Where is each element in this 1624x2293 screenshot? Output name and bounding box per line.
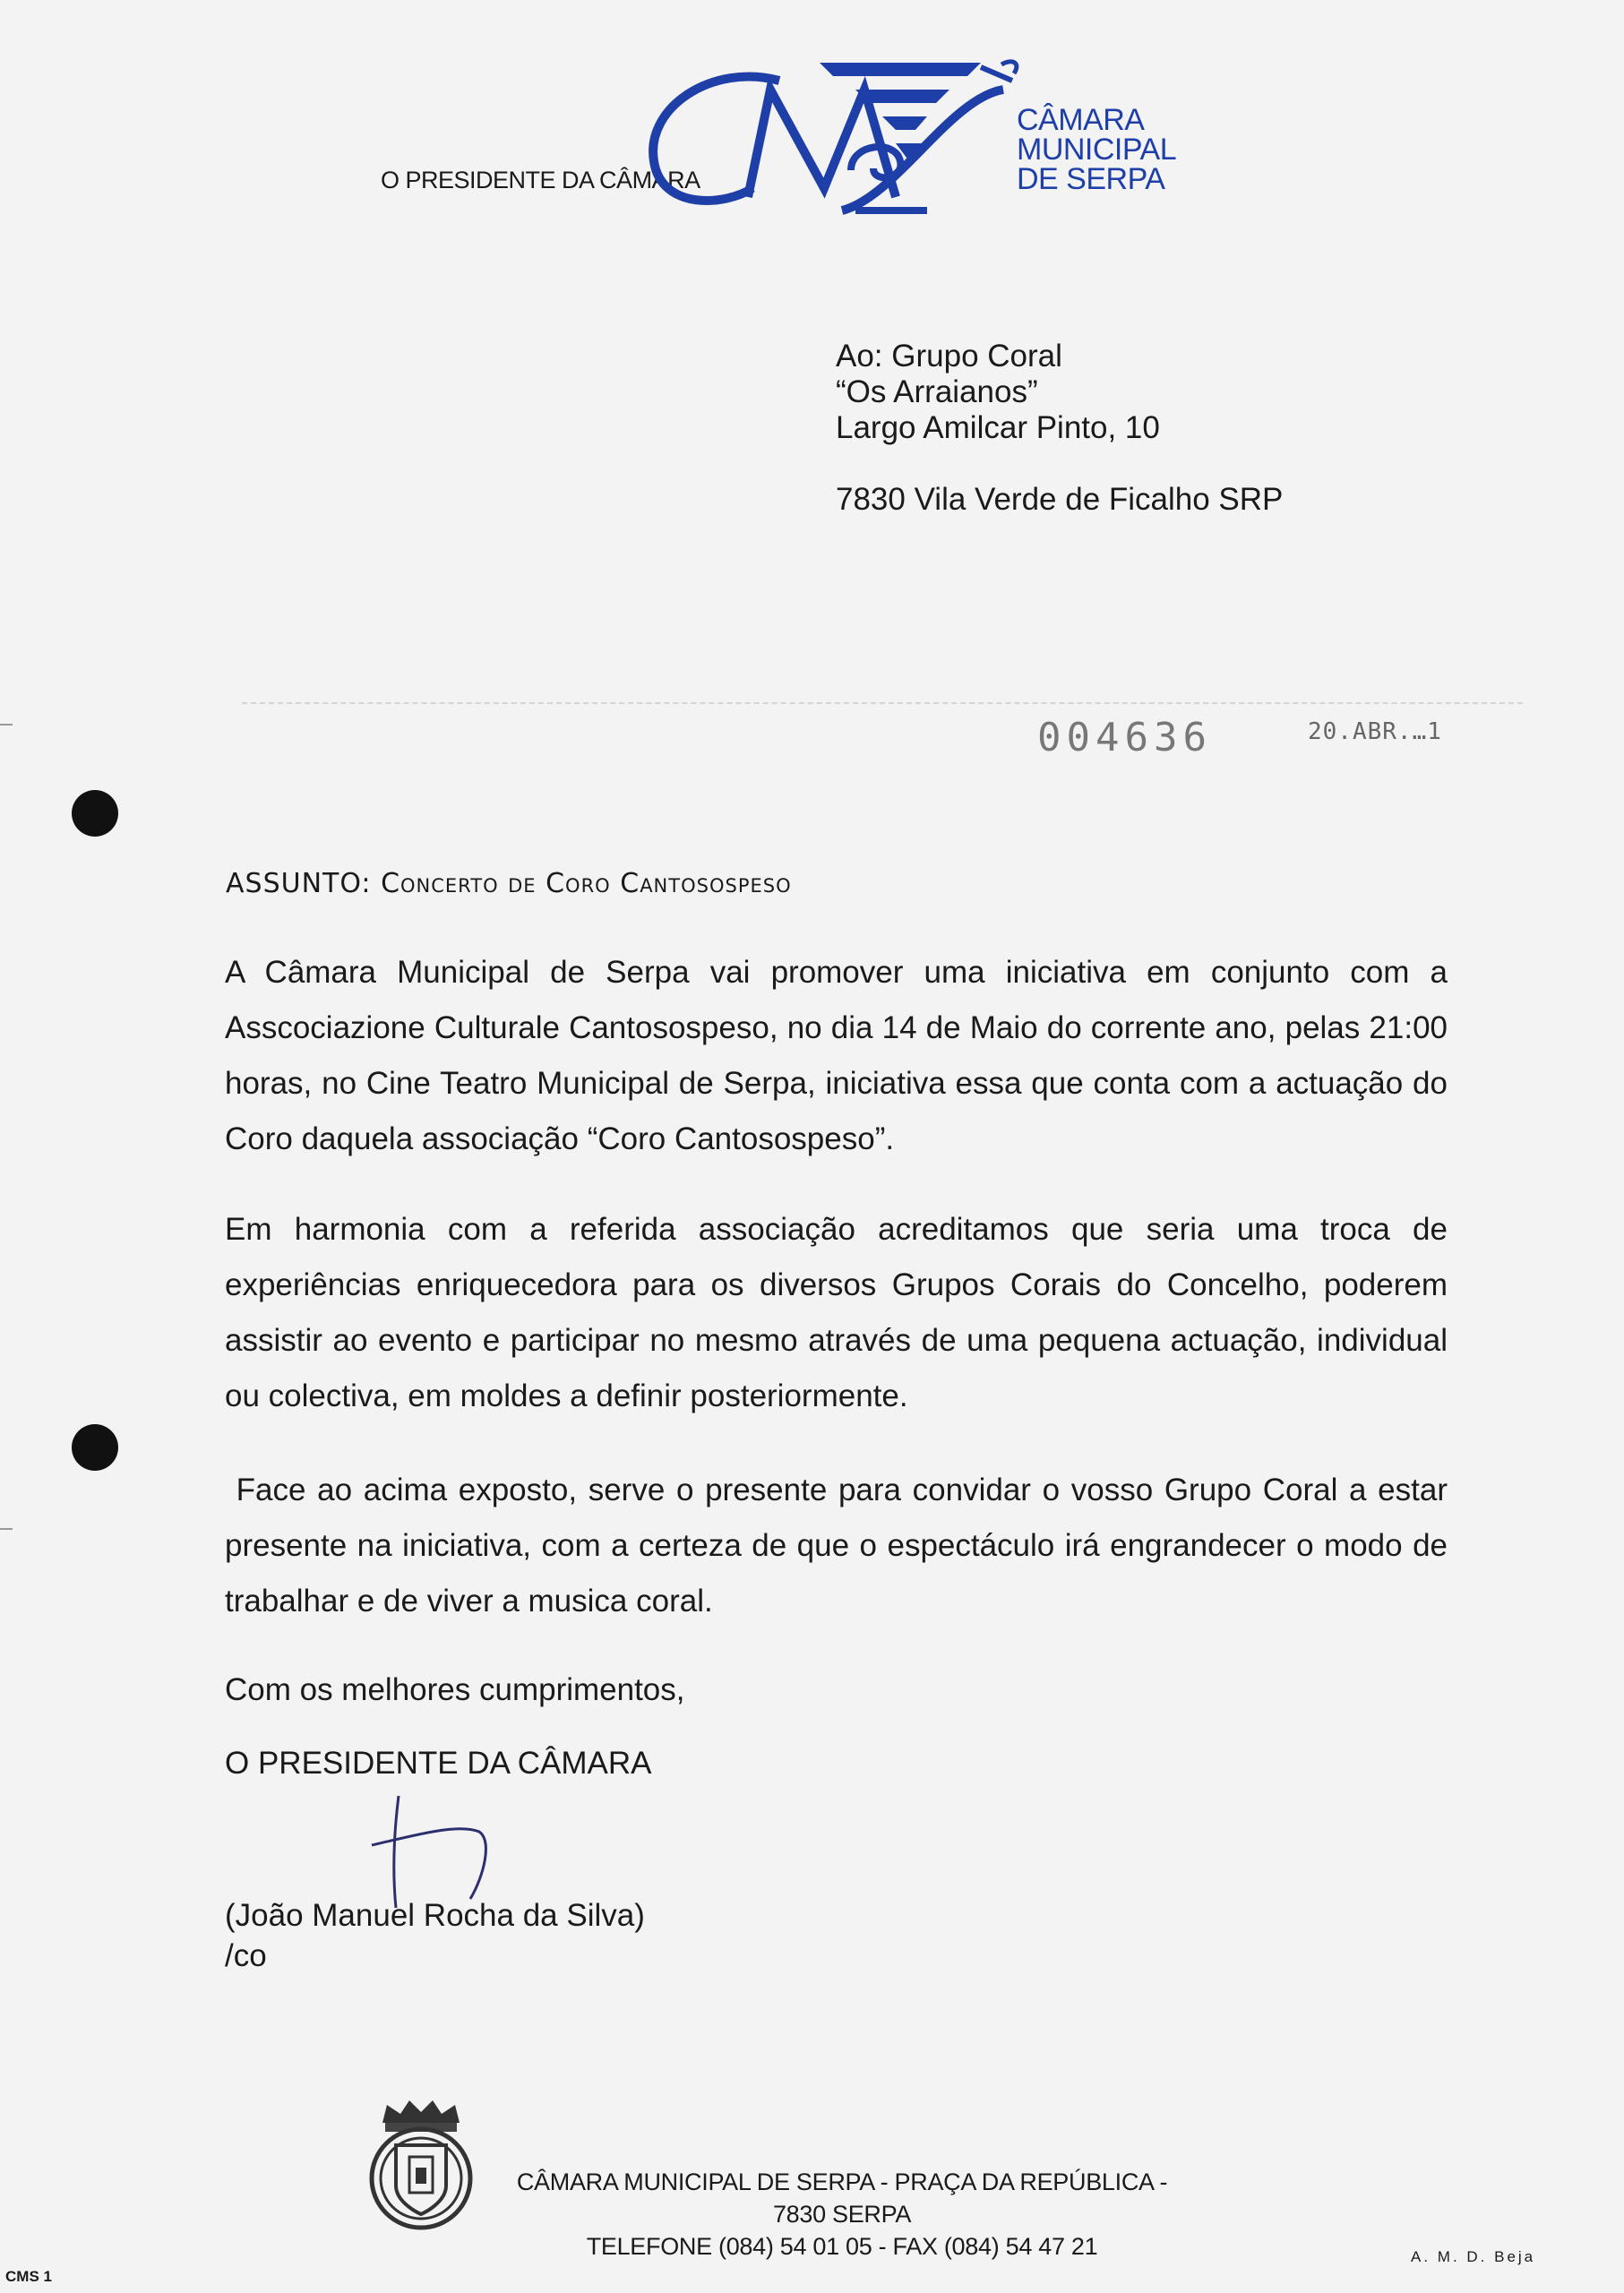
recipient-line-3: Largo Amilcar Pinto, 10 bbox=[836, 410, 1160, 445]
form-code: CMS 1 bbox=[5, 2268, 52, 2285]
registry-date-stamp: 20.ABR.…1 bbox=[1308, 718, 1442, 745]
margin-mark bbox=[0, 1528, 13, 1530]
logo-line-3: DE SERPA bbox=[1017, 162, 1165, 196]
recipient-address bbox=[836, 339, 1283, 518]
registry-number-stamp: 004636 bbox=[1037, 715, 1212, 760]
footer-contact bbox=[502, 2166, 1182, 2263]
recipient-line-4: 7830 Vila Verde de Ficalho SRP bbox=[836, 482, 1284, 517]
body-paragraph-2: Em harmonia com a referida associação acreditamos que seria uma troca de experiências enriquecedora para os diversos Grupos Corais do Concelho, poderem assistir ao evento e participar no mesmo através de uma pequena actuação, individual ou colectiva, em moldes a definir posteriormente. bbox=[225, 1212, 1448, 1413]
author-initials: /co bbox=[225, 1938, 267, 1973]
footer-phone: TELEFONE (084) 54 01 05 - FAX (084) 54 47 21 bbox=[586, 2233, 1098, 2260]
body-paragraph-3: Face ao acima exposto, serve o presente para convidar o vosso Grupo Coral a estar presente na iniciativa, com a certeza de que o espectáculo irá engrandecer o modo de trabalhar e de viver a musica coral. bbox=[225, 1473, 1456, 1619]
logo-line-2: MUNICIPAL bbox=[1017, 133, 1177, 167]
body-paragraph-1: A Câmara Municipal de Serpa vai promover uma iniciativa em conjunto com a Asscociazione Culturale Cantosospeso, no dia 14 de Maio do corrente ano, pelas 21:00 horas, no Cine Teatro Municipal de Serpa, iniciativa essa que conta com a actuação do Coro daquela associação “Coro Cantosospeso”. bbox=[225, 955, 1448, 1156]
fold-line bbox=[242, 702, 1523, 704]
footer-address: CÂMARA MUNICIPAL DE SERPA - PRAÇA DA REPÚBLICA - 7830 SERPA bbox=[516, 2168, 1168, 2228]
closing-title: O PRESIDENTE DA CÂMARA bbox=[225, 1746, 652, 1781]
margin-mark bbox=[0, 724, 13, 726]
signatory-name: (João Manuel Rocha da Silva) bbox=[225, 1898, 645, 1933]
logo-text bbox=[1017, 103, 1177, 196]
signature-icon bbox=[358, 1791, 511, 1912]
punch-hole-icon bbox=[72, 790, 118, 837]
closing-greeting: Com os melhores cumprimentos, bbox=[225, 1672, 685, 1707]
header-president-label: O PRESIDENTE DA CÂMARA bbox=[381, 167, 700, 193]
recipient-line-2: “Os Arraianos” bbox=[836, 374, 1038, 409]
archive-mark: A. M. D. Beja bbox=[1411, 2248, 1536, 2265]
recipient-line-1: Ao: Grupo Coral bbox=[836, 339, 1062, 374]
coat-of-arms-icon bbox=[360, 2096, 482, 2230]
subject-line: ASSUNTO: Concerto de Coro Cantosospeso bbox=[226, 868, 792, 899]
punch-hole-icon bbox=[72, 1424, 118, 1471]
logo-line-1: CÂMARA bbox=[1017, 103, 1145, 137]
